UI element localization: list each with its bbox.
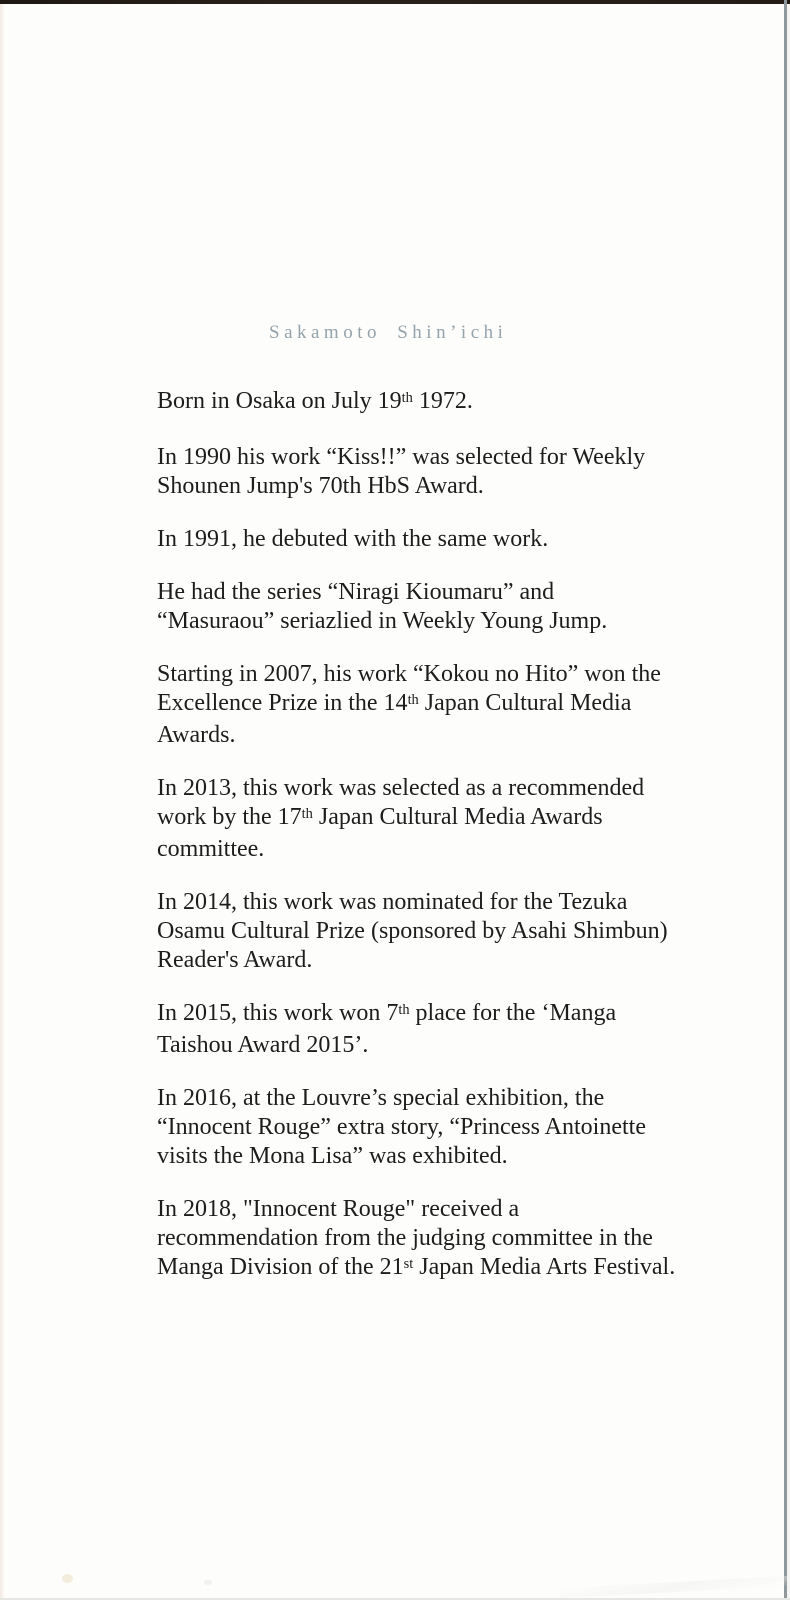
paragraph	[157, 888, 677, 975]
paragraph	[157, 525, 677, 554]
paragraph	[157, 1084, 677, 1171]
paragraph	[157, 1195, 677, 1285]
ordinal-superscript: th	[407, 691, 419, 708]
text-line: In 2015, this work won 7th place for the ‘Manga	[157, 1000, 617, 1026]
biography-paragraphs	[157, 387, 677, 1285]
text-line: recommendation from the judging committee in the	[157, 1225, 653, 1251]
text-line: Awards.	[157, 722, 236, 748]
text-line: Shounen Jump's 70th HbS Award.	[157, 473, 484, 499]
ordinal-superscript: th	[401, 389, 413, 406]
ordinal-superscript: st	[403, 1255, 414, 1272]
text-line: In 1990 his work “Kiss!!” was selected for Weekly	[157, 444, 646, 470]
text-line: “Innocent Rouge” extra story, “Princess Antoinette	[157, 1114, 646, 1140]
scan-edge-top	[0, 0, 790, 4]
text-line: Starting in 2007, his work “Kokou no Hito” won the	[157, 661, 661, 687]
text-line: work by the 17th Japan Cultural Media Awards	[157, 804, 603, 830]
text-line: Born in Osaka on July 19th 1972.	[157, 388, 473, 414]
text-line: In 2013, this work was selected as a recommended	[157, 775, 645, 801]
paper-smudge	[204, 1580, 212, 1585]
author-name-title: Sakamoto Shin’ichi	[269, 322, 508, 343]
text-line: Osamu Cultural Prize (sponsored by Asahi Shimbun)	[157, 918, 668, 944]
text-line: Taishou Award 2015’.	[157, 1032, 369, 1058]
text-line: “Masuraou” seriazlied in Weekly Young Jump.	[157, 608, 608, 634]
paper-smudge	[62, 1574, 73, 1583]
paragraph	[157, 660, 677, 750]
paper-crease	[560, 1576, 790, 1598]
paragraph	[157, 774, 677, 864]
biography-content	[157, 321, 677, 1285]
text-line: In 1991, he debuted with the same work.	[157, 526, 549, 552]
text-line: committee.	[157, 836, 265, 862]
text-line: In 2018, "Innocent Rouge" received a	[157, 1196, 520, 1222]
paragraph	[157, 578, 677, 636]
text-line: Excellence Prize in the 14th Japan Cultural Media	[157, 690, 632, 716]
ordinal-superscript: th	[301, 805, 313, 822]
text-line: In 2014, this work was nominated for the Tezuka	[157, 889, 628, 915]
paragraph	[157, 999, 677, 1060]
text-line: In 2016, at the Louvre’s special exhibition, the	[157, 1085, 605, 1111]
text-line: He had the series “Niragi Kioumaru” and	[157, 579, 555, 605]
paragraph	[157, 443, 677, 501]
text-line: Manga Division of the 21st Japan Media Arts Festival.	[157, 1254, 676, 1280]
ordinal-superscript: th	[398, 1001, 410, 1018]
scan-edge-right	[784, 0, 787, 1600]
scan-edge-left	[0, 4, 5, 1600]
paragraph	[157, 387, 677, 419]
text-line: visits the Mona Lisa” was exhibited.	[157, 1143, 508, 1169]
text-line: Reader's Award.	[157, 947, 313, 973]
